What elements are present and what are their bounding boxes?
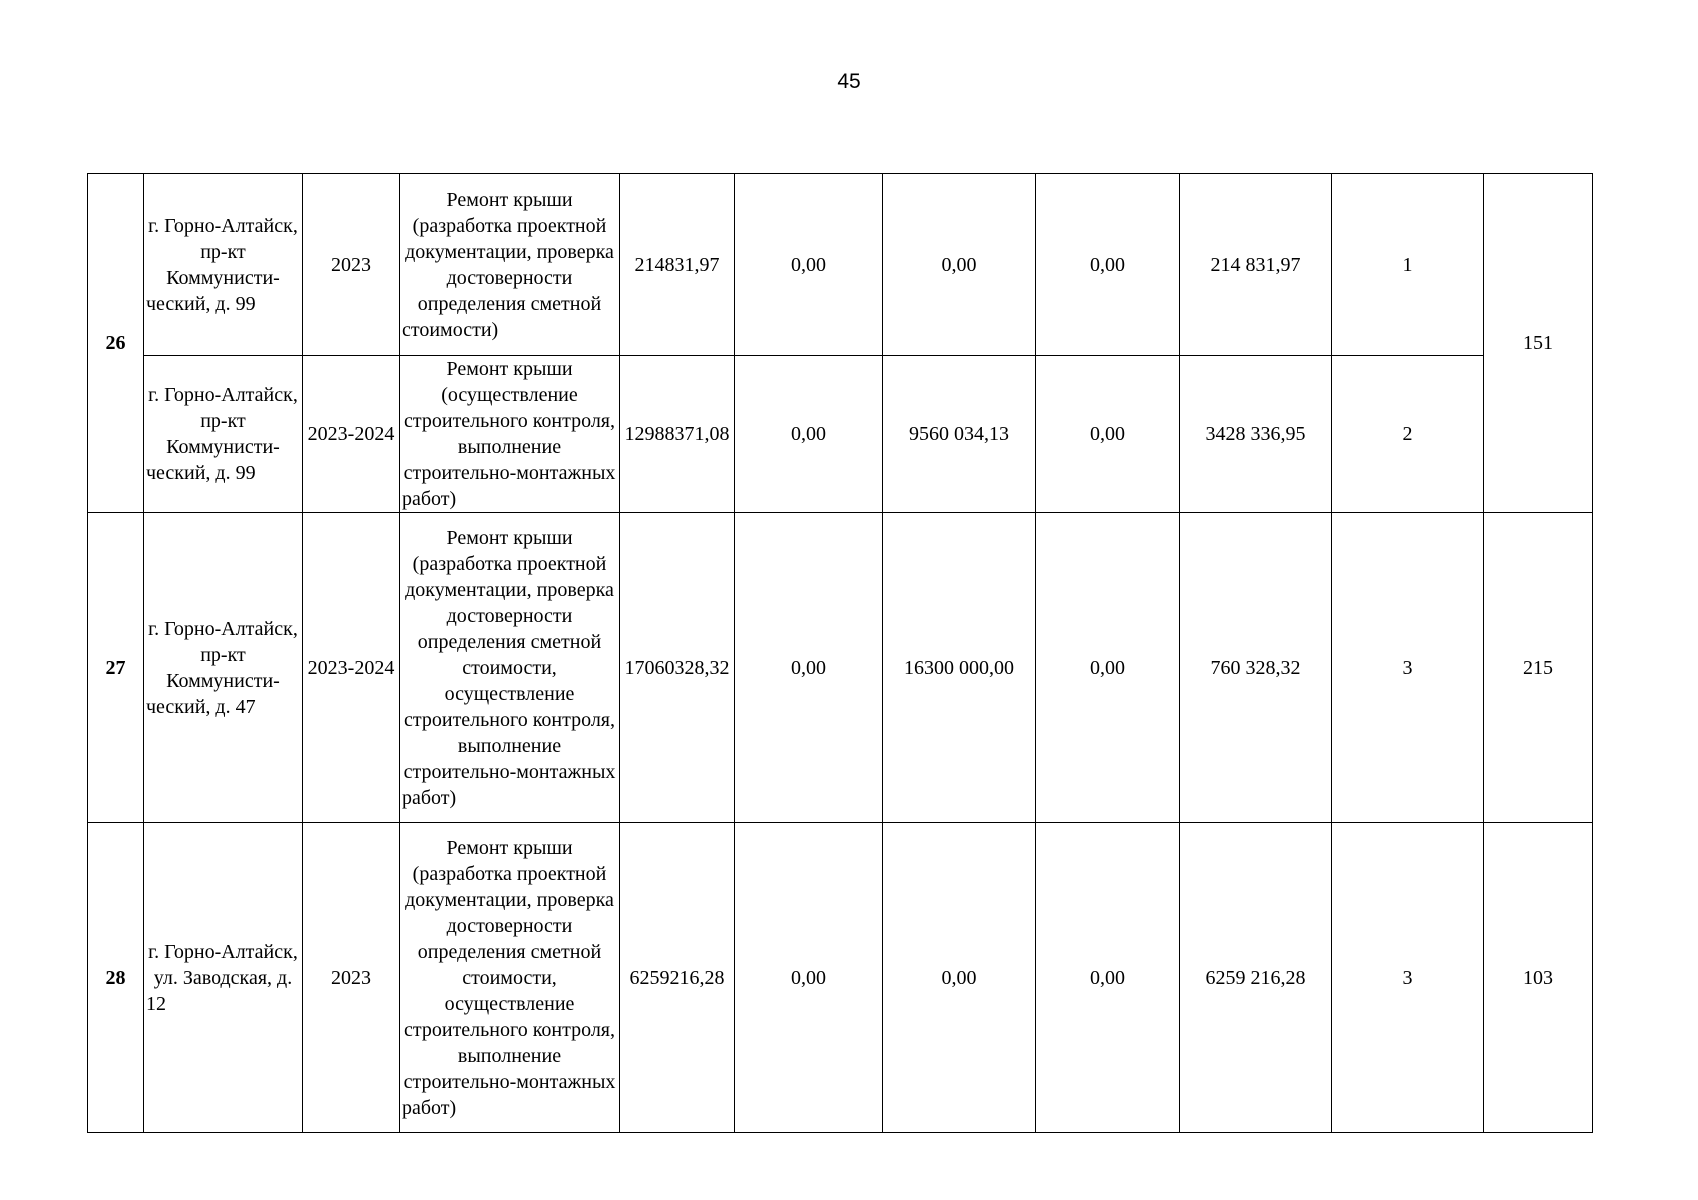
cost-cell: 0,00 — [883, 174, 1036, 356]
work-type-cell: Ремонт крыши (разработка проектной документации, проверка достоверности определения сметной стоимости, осуществление строительного контроля, выполнение строительно-монтажных работ) — [400, 823, 620, 1133]
last-column-cell: 215 — [1484, 513, 1593, 823]
period-cell: 2023-2024 — [303, 513, 400, 823]
address-cell: г. Горно-Алтайск, ул. Заводская, д. 12 — [144, 823, 303, 1133]
last-column-cell: 151 — [1484, 174, 1593, 513]
cost-cell: 0,00 — [1036, 513, 1180, 823]
work-type-cell: Ремонт крыши (осуществление строительного контроля, выполнение строительно-монтажных работ) — [400, 356, 620, 513]
total-cost-cell: 17060328,32 — [620, 513, 735, 823]
cost-cell: 0,00 — [1036, 823, 1180, 1133]
cost-cell: 0,00 — [735, 356, 883, 513]
cost-cell: 0,00 — [1036, 174, 1180, 356]
cost-cell: 214 831,97 — [1180, 174, 1332, 356]
row-number: 27 — [88, 513, 144, 823]
address-cell: г. Горно-Алтайск, пр-кт Коммунисти-ческий, д. 47 — [144, 513, 303, 823]
cost-cell: 9560 034,13 — [883, 356, 1036, 513]
period-cell: 2023 — [303, 823, 400, 1133]
repair-schedule-table — [87, 173, 1593, 1133]
period-cell: 2023 — [303, 174, 400, 356]
cost-cell: 0,00 — [735, 174, 883, 356]
total-cost-cell: 6259216,28 — [620, 823, 735, 1133]
cost-cell: 0,00 — [883, 823, 1036, 1133]
address-cell: г. Горно-Алтайск, пр-кт Коммунисти-ческий, д. 99 — [144, 356, 303, 513]
cost-cell: 0,00 — [735, 513, 883, 823]
table-row — [88, 513, 1593, 823]
period-cell: 2023-2024 — [303, 356, 400, 513]
cost-cell: 0,00 — [1036, 356, 1180, 513]
table-row — [88, 174, 1593, 356]
cost-cell: 6259 216,28 — [1180, 823, 1332, 1133]
table-row — [88, 823, 1593, 1133]
cost-cell: 16300 000,00 — [883, 513, 1036, 823]
row-number: 28 — [88, 823, 144, 1133]
work-type-cell: Ремонт крыши (разработка проектной документации, проверка достоверности определения сметной стоимости) — [400, 174, 620, 356]
address-cell: г. Горно-Алтайск, пр-кт Коммунисти-ческий, д. 99 — [144, 174, 303, 356]
code-cell: 3 — [1332, 513, 1484, 823]
cost-cell: 760 328,32 — [1180, 513, 1332, 823]
total-cost-cell: 214831,97 — [620, 174, 735, 356]
code-cell: 1 — [1332, 174, 1484, 356]
cost-cell: 3428 336,95 — [1180, 356, 1332, 513]
code-cell: 2 — [1332, 356, 1484, 513]
last-column-cell: 103 — [1484, 823, 1593, 1133]
total-cost-cell: 12988371,08 — [620, 356, 735, 513]
page-number: 45 — [837, 70, 861, 93]
table-row — [88, 356, 1593, 513]
row-number: 26 — [88, 174, 144, 513]
work-type-cell: Ремонт крыши (разработка проектной документации, проверка достоверности определения сметной стоимости, осуществление строительного контроля, выполнение строительно-монтажных работ) — [400, 513, 620, 823]
code-cell: 3 — [1332, 823, 1484, 1133]
cost-cell: 0,00 — [735, 823, 883, 1133]
